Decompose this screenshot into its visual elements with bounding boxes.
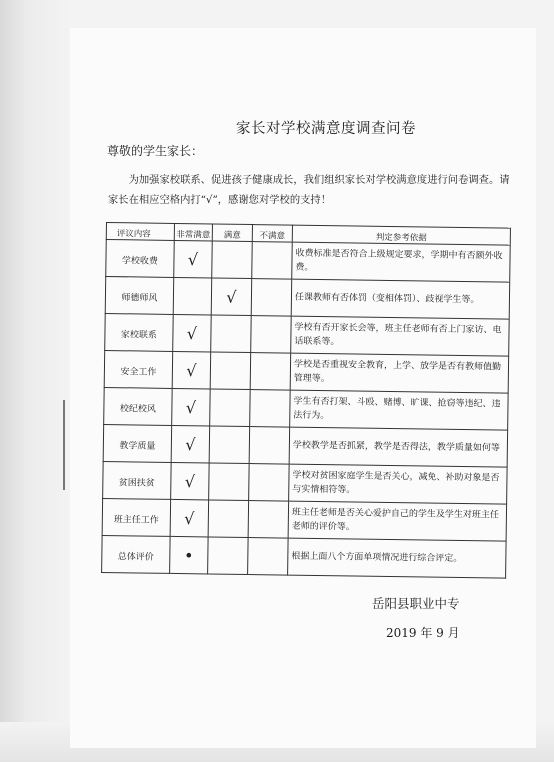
basis-cell: 学校教学是否抓紧，教学是否得法，教学质量如何等 — [289, 427, 507, 467]
basis-cell: 学生有否打架、斗殴、赌博、旷课、抢窃等违纪、违法行为。 — [290, 390, 508, 430]
basis-cell: 学校有否开家长会等，班主任老师有否上门家访、电话联系等。 — [291, 316, 509, 356]
row-item: 教学质量 — [103, 424, 172, 462]
header-satisfied: 满意 — [212, 224, 252, 242]
table-row — [103, 424, 507, 467]
satisfied-cell[interactable] — [209, 426, 250, 464]
very-satisfied-cell[interactable]: √ — [171, 462, 210, 500]
scan-mark — [63, 400, 65, 490]
table-row — [104, 350, 508, 393]
unsatisfied-cell[interactable] — [250, 390, 291, 428]
scan-shadow-left — [0, 0, 70, 762]
document-title: 家长对学校满意度调查问卷 — [236, 121, 416, 137]
satisfied-cell[interactable] — [210, 389, 251, 427]
greeting: 尊敬的学生家长： — [107, 144, 204, 158]
row-item: 师德师风 — [105, 277, 174, 315]
school-name: 岳阳县职业中专 — [372, 596, 460, 611]
table-row — [102, 498, 506, 541]
unsatisfied-cell[interactable] — [251, 279, 292, 317]
header-unsatisfied: 不满意 — [252, 225, 292, 243]
table-row — [106, 240, 510, 283]
document-date: 2019 年 9 月 — [386, 626, 460, 640]
table-row — [102, 535, 506, 578]
satisfied-cell[interactable] — [211, 315, 252, 353]
unsatisfied-cell[interactable] — [250, 353, 291, 391]
very-satisfied-cell[interactable]: √ — [172, 351, 211, 389]
header-item: 评议内容 — [106, 223, 174, 241]
table-row — [104, 387, 508, 430]
satisfied-cell[interactable] — [208, 500, 249, 538]
basis-cell: 学校对贫困家庭学生是否关心，减免、补助对象是否与实情相符等。 — [289, 464, 507, 504]
basis-cell: 根据上面八个方面单项情况进行综合评定。 — [288, 538, 506, 578]
row-item: 学校收费 — [106, 240, 175, 278]
very-satisfied-cell[interactable]: √ — [171, 425, 210, 463]
basis-cell: 任课教师有否体罚（变相体罚）、歧视学生等。 — [291, 279, 509, 319]
table-row — [103, 461, 507, 504]
row-item: 贫困扶贫 — [103, 461, 172, 499]
survey-table — [101, 222, 511, 579]
row-item: 校纪校风 — [104, 387, 173, 425]
row-item: 班主任工作 — [102, 498, 171, 536]
unsatisfied-cell[interactable] — [251, 316, 292, 354]
very-satisfied-cell[interactable]: √ — [173, 314, 212, 352]
satisfied-cell[interactable] — [208, 537, 249, 575]
unsatisfied-cell[interactable] — [248, 538, 289, 576]
unsatisfied-cell[interactable] — [252, 242, 293, 280]
table-row — [105, 313, 509, 356]
very-satisfied-cell[interactable]: √ — [174, 240, 213, 278]
very-satisfied-cell[interactable]: • — [170, 536, 209, 574]
very-satisfied-cell[interactable] — [173, 277, 212, 315]
basis-cell: 收费标准是否符合上级规定要求，学期中有否额外收费。 — [292, 242, 510, 282]
basis-cell: 学校是否重视安全教育，上学、放学是否有教师值勤管理等。 — [290, 353, 508, 393]
header-basis: 判定参考依据 — [292, 225, 510, 245]
satisfied-cell[interactable] — [210, 352, 251, 390]
satisfied-cell[interactable] — [209, 463, 250, 501]
very-satisfied-cell[interactable]: √ — [172, 388, 211, 426]
row-item: 总体评价 — [102, 535, 171, 573]
unsatisfied-cell[interactable] — [248, 501, 289, 539]
unsatisfied-cell[interactable] — [249, 427, 290, 465]
row-item: 安全工作 — [104, 350, 173, 388]
satisfied-cell[interactable]: √ — [211, 278, 252, 316]
header-very-satisfied: 非常满意 — [174, 223, 212, 241]
satisfied-cell[interactable] — [212, 241, 253, 279]
very-satisfied-cell[interactable]: √ — [170, 499, 209, 537]
table-row — [105, 277, 509, 320]
intro-paragraph: 为加强家校联系、促进孩子健康成长，我们组织家长对学校满意度进行问卷调查。请家长在相应空格内打“√”，感谢您对学校的支持！ — [108, 174, 510, 206]
row-item: 家校联系 — [105, 313, 174, 351]
unsatisfied-cell[interactable] — [249, 464, 290, 502]
basis-cell: 班主任老师是否关心爱护自己的学生及学生对班主任老师的评价等。 — [288, 501, 506, 541]
